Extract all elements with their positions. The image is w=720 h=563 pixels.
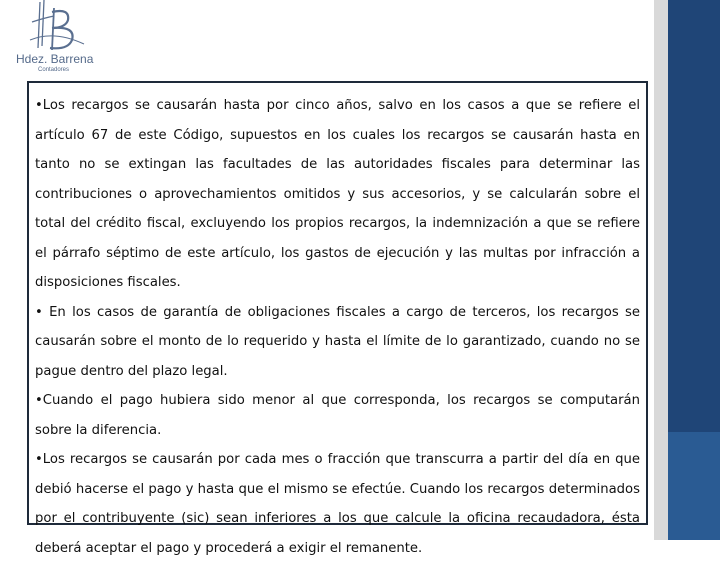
paragraph-3: •Cuando el pago hubiera sido menor al que corresponda, los recargos se computarán sobre la diferencia. [35,393,640,438]
side-band-upper [668,0,720,432]
side-band-lower [668,432,720,540]
paragraph-4: •Los recargos se causarán por cada mes o fracción que transcurra a partir del día en que debió hacerse el pago y hasta que el mismo se efectúe. Cuando los recargos determinados por el contribuyente (sic) sean inferiores a los que calcule la oficina recaudadora, ésta deberá aceptar el pago y procederá a exigir el remanente. [35,452,640,556]
company-logo [12,0,102,78]
logo-subtitle-text: Contadores [38,67,70,73]
content-box [27,81,648,556]
paragraph-1: •Los recargos se causarán hasta por cinco años, salvo en los casos a que se refiere el artículo 67 de este Código, supuestos en los cuales los recargos se causarán hasta en tanto no se extingan las facultades de las autoridades fiscales para determinar las contribuciones o aprovechamientos omitidos y sus accesorios, y se calcularán sobre el total del crédito fiscal, excluyendo los propios recargos, la indemnización a que se refiere el párrafo séptimo de este artículo, los gastos de ejecución y las multas por infracción a disposiciones fiscales. [35,98,640,290]
paragraph-2: • En los casos de garantía de obligaciones fiscales a cargo de terceros, los recargos se causarán sobre el monto de lo requerido y hasta el límite de lo garantizado, cuando no se pague dentro del plazo legal. [35,304,640,379]
side-band [668,0,720,540]
logo-name-text: Hdez. Barrena [16,52,94,66]
logo-b-mark-icon [24,0,94,56]
side-gray-strip [654,0,668,540]
